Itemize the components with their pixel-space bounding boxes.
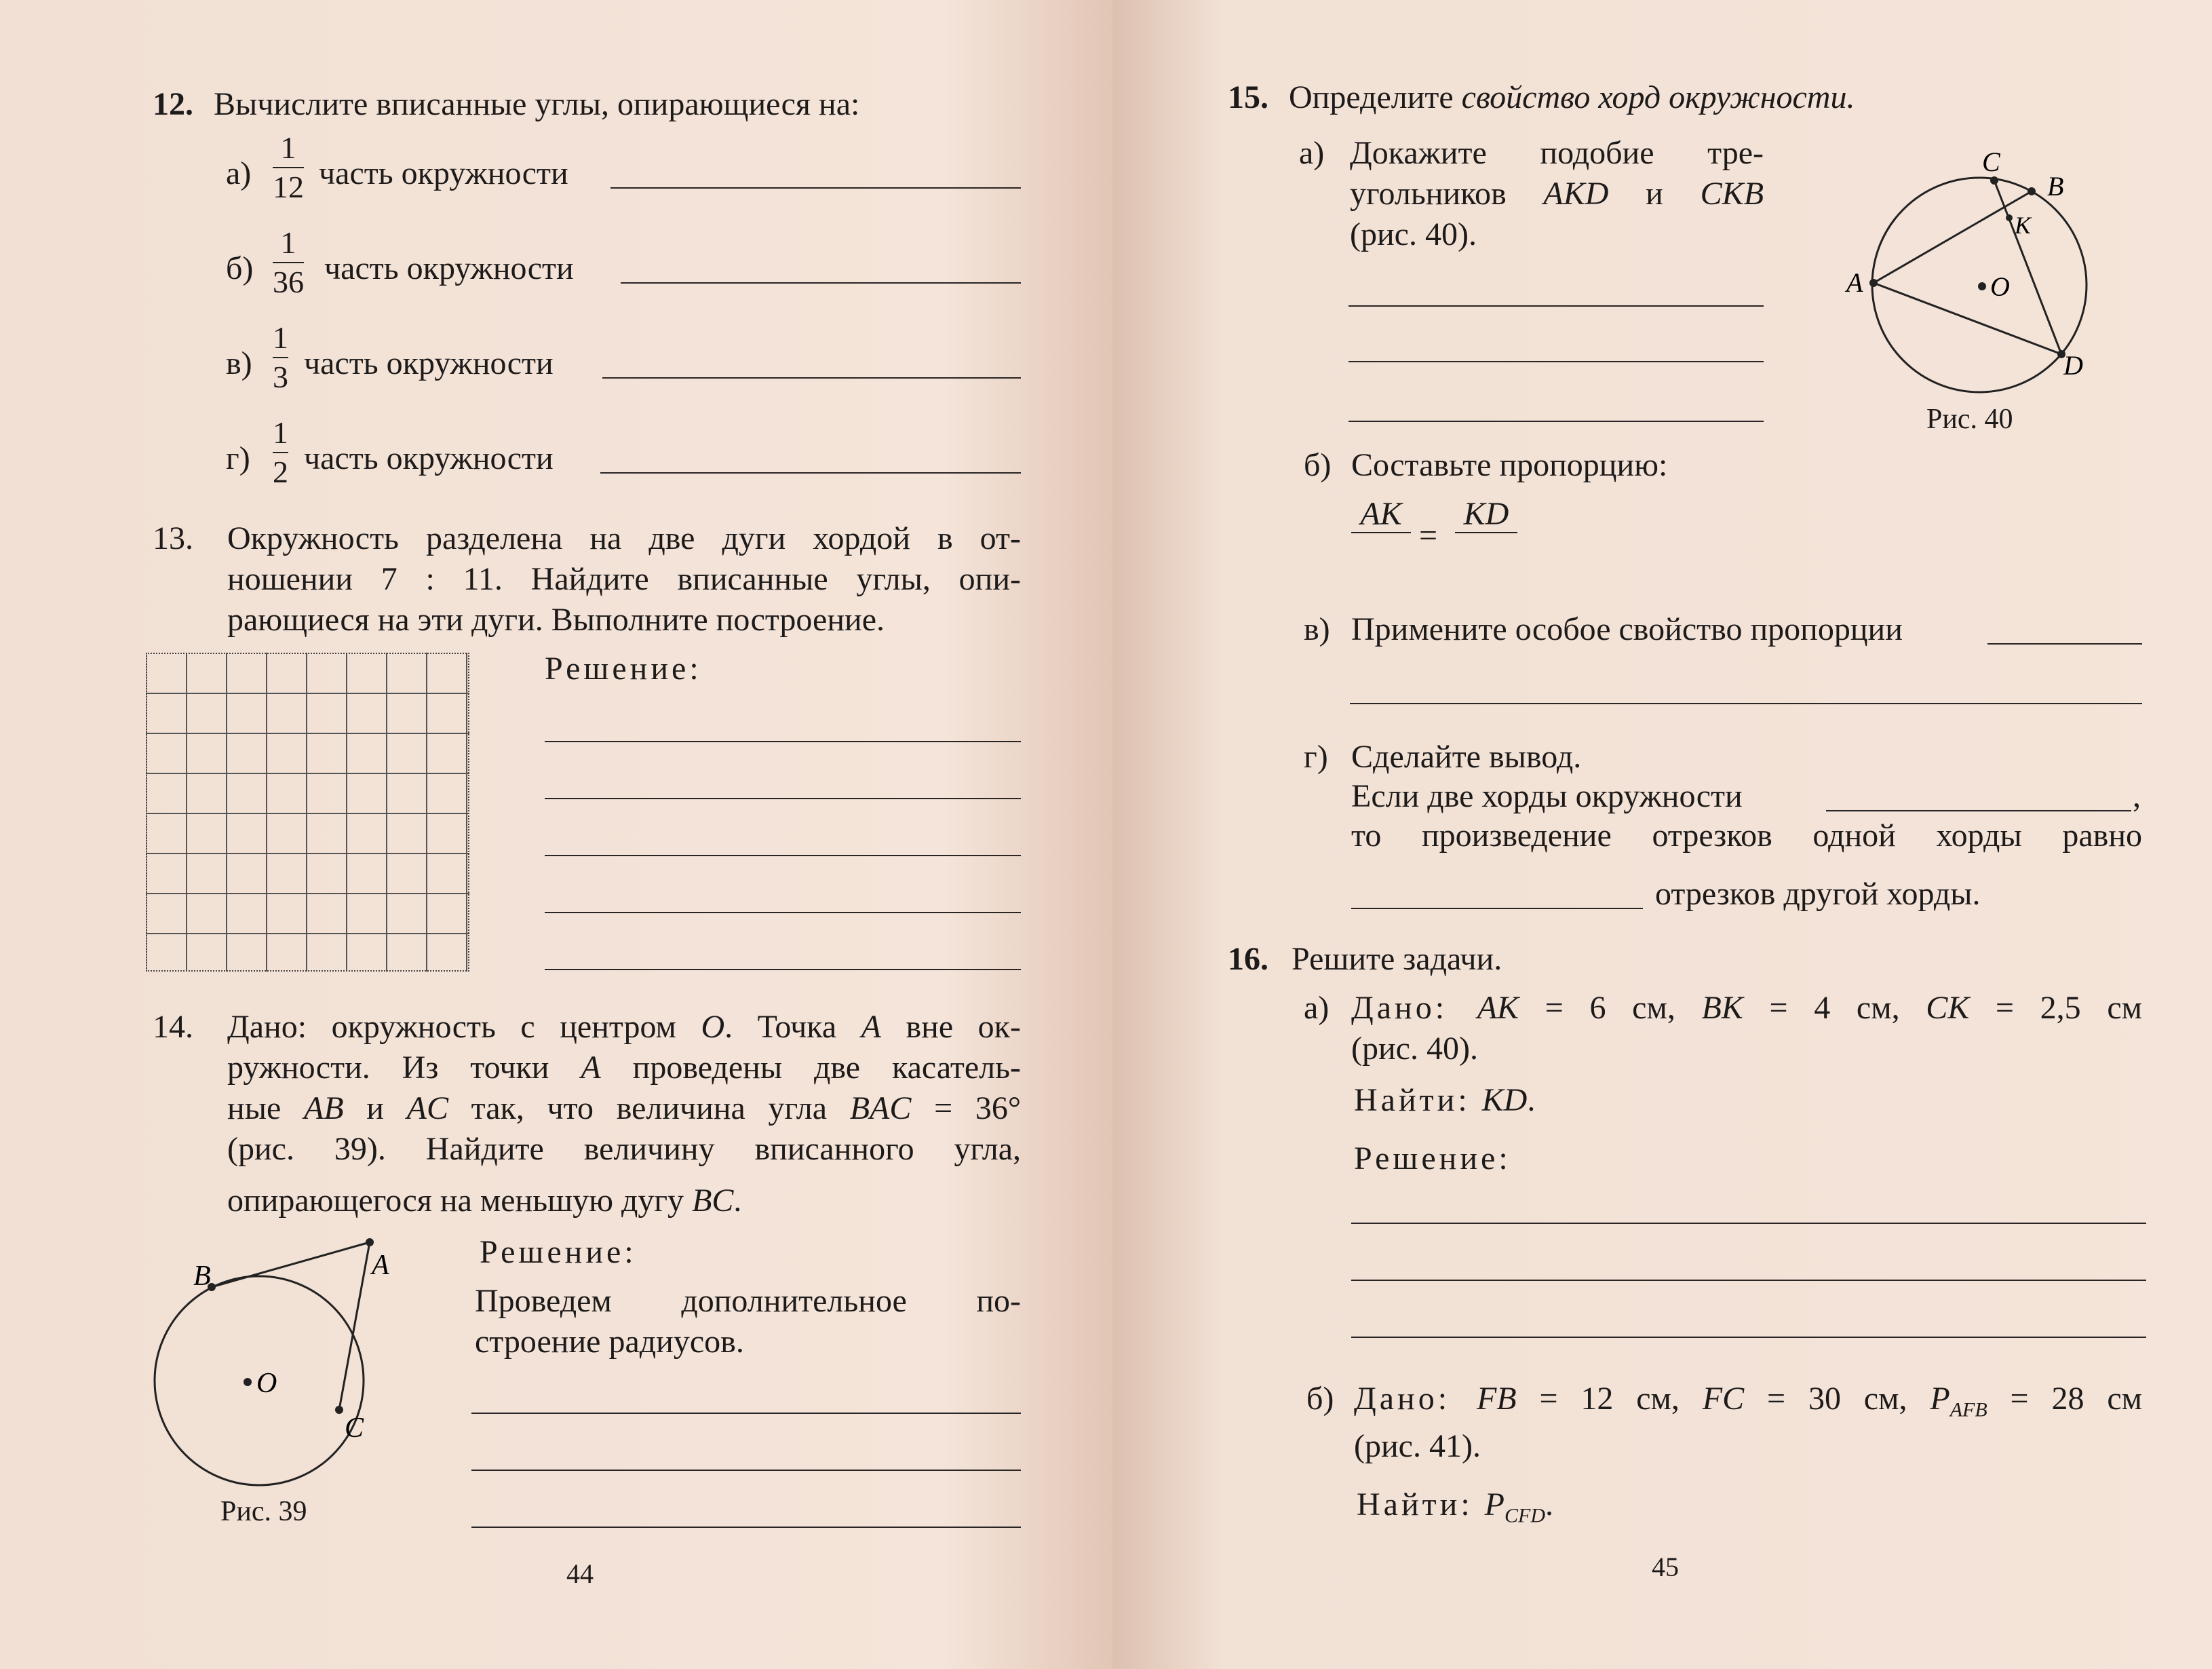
denominator: 36: [273, 265, 304, 299]
point-b: [2027, 187, 2036, 195]
text: угольников: [1350, 176, 1544, 212]
text: проведены две касатель-: [600, 1050, 1021, 1086]
answer-line[interactable]: [1826, 810, 2131, 811]
figure-caption: Рис. 39: [220, 1496, 307, 1527]
var: AB: [303, 1090, 344, 1126]
var: BC: [692, 1183, 734, 1219]
point-c: [1990, 176, 1998, 185]
text: = 12 см,: [1516, 1381, 1703, 1417]
problem-text: Вычислите вписанные углы, опирающиеся на:: [214, 86, 860, 122]
label-b: B: [2047, 171, 2064, 202]
text: Дано:: [1351, 990, 1477, 1026]
problem-16-header: [1228, 939, 1502, 980]
item-letter: г): [226, 440, 250, 476]
var: CKB: [1700, 176, 1764, 212]
label-a: A: [372, 1250, 389, 1281]
var: BAC: [849, 1090, 912, 1126]
numerator: 1: [273, 320, 288, 355]
text: Найти:: [1354, 1082, 1482, 1118]
point-a: [1869, 279, 1878, 287]
solution-label: Решение:: [480, 1234, 637, 1270]
text: Дано:: [1354, 1381, 1477, 1417]
text: и: [1608, 176, 1701, 212]
point-a: [366, 1238, 374, 1246]
text: = 2,5 см: [1969, 990, 2143, 1026]
text: .: [1527, 1082, 1536, 1118]
label-k: K: [2015, 212, 2032, 239]
problem-text-italic: свойство хорд окружности.: [1461, 79, 1855, 115]
text: = 36°: [911, 1090, 1022, 1126]
answer-line[interactable]: [545, 741, 1021, 742]
chord-ad: [1874, 283, 2061, 354]
item-letter: а): [1299, 135, 1325, 171]
label-c: C: [1982, 147, 2000, 177]
label-d: D: [2063, 350, 2083, 381]
point-c: [335, 1406, 343, 1414]
solution-label: Решение:: [545, 651, 702, 687]
given-a: [1351, 988, 2142, 1029]
given-b: [1354, 1379, 2142, 1431]
answer-line[interactable]: [600, 472, 1021, 474]
proportion-equals: =: [1419, 518, 1438, 554]
item-text: часть окружности: [304, 345, 554, 381]
numerator: 1: [280, 130, 296, 165]
numerator: 1: [280, 225, 296, 260]
comma: ,: [2133, 778, 2141, 814]
item-letter: б): [1304, 447, 1332, 483]
denominator: 12: [273, 170, 304, 204]
var: AC: [406, 1090, 448, 1126]
text: ные: [227, 1090, 304, 1126]
page-number: 44: [566, 1558, 594, 1589]
fraction: [273, 130, 304, 205]
text: . Точка: [724, 1009, 861, 1045]
figure-caption: Рис. 40: [1926, 404, 2013, 435]
item-text: часть окружности: [319, 155, 568, 191]
answer-line[interactable]: [545, 798, 1021, 799]
item-text: Докажите подобие тре-: [1350, 135, 1764, 171]
denominator: 2: [273, 455, 288, 489]
figure-40: [1791, 136, 2083, 414]
item-text: (рис. 41).: [1354, 1428, 1481, 1464]
answer-line[interactable]: [1987, 643, 2142, 645]
problem-14-line: [227, 1088, 1021, 1129]
item-text: Сделайте вывод.: [1351, 739, 1582, 775]
find-a: [1354, 1080, 1535, 1121]
text: и: [343, 1090, 407, 1126]
text: так, что величина угла: [448, 1090, 850, 1126]
var: FC: [1702, 1381, 1745, 1417]
problem-text: Определите: [1289, 79, 1462, 115]
var: BK: [1701, 990, 1743, 1026]
fraction: [273, 415, 288, 490]
label-o: O: [256, 1368, 277, 1399]
answer-line[interactable]: [471, 1470, 1021, 1471]
item-text: Составьте пропорцию:: [1351, 447, 1668, 483]
answer-line[interactable]: [1351, 1337, 2146, 1338]
item-letter: б): [1306, 1381, 1334, 1417]
subscript: CFD: [1504, 1504, 1545, 1527]
answer-line[interactable]: [610, 187, 1021, 189]
answer-line[interactable]: [545, 912, 1021, 913]
var: P: [1930, 1381, 1950, 1417]
point-o: [244, 1378, 252, 1386]
proportion-numerator-2: KD: [1455, 497, 1517, 533]
item-letter: а): [1304, 990, 1330, 1026]
var: O: [701, 1009, 725, 1045]
var: P: [1484, 1486, 1505, 1522]
label-b: B: [193, 1261, 211, 1292]
solution-label: Решение:: [1354, 1140, 1511, 1176]
label-c: C: [345, 1413, 364, 1444]
item-text: часть окружности: [304, 440, 554, 476]
var: A: [861, 1009, 881, 1045]
item-letter: в): [1304, 611, 1330, 647]
text: = 30 см,: [1744, 1381, 1930, 1417]
answer-line[interactable]: [471, 1527, 1021, 1528]
fraction: [273, 225, 304, 300]
problem-15-header: [1228, 77, 1855, 118]
denominator: 3: [273, 360, 288, 394]
find-b: [1357, 1484, 1553, 1537]
problem-14-line: [227, 1181, 741, 1221]
item-text: (рис. 40).: [1351, 1031, 1478, 1067]
answer-line[interactable]: [1351, 1223, 2146, 1224]
answer-line[interactable]: [1350, 703, 2142, 704]
var: AK: [1477, 990, 1519, 1026]
dotted-grid[interactable]: [146, 653, 469, 972]
label-o: O: [1990, 271, 2010, 302]
text: опирающегося на меньшую дугу: [227, 1183, 693, 1219]
problem-14-line: [227, 1007, 1021, 1048]
problem-14-line: [227, 1048, 1021, 1088]
text: Найти:: [1357, 1486, 1485, 1522]
problem-14-line: (рис. 39). Найдите величину вписанного угла,: [227, 1131, 1021, 1167]
text: .: [1545, 1486, 1553, 1522]
answer-line[interactable]: [471, 1413, 1021, 1414]
problem-number: 12.: [153, 86, 193, 122]
answer-line[interactable]: [1351, 908, 1643, 909]
problem-number: 15.: [1228, 79, 1268, 115]
text: = 28 см: [1987, 1381, 2143, 1417]
numerator: 1: [273, 415, 288, 450]
subscript: AFB: [1949, 1398, 1987, 1421]
item-text: (рис. 40).: [1350, 216, 1477, 252]
var: FB: [1476, 1381, 1517, 1417]
problem-12-header: [153, 84, 859, 125]
answer-line[interactable]: [545, 855, 1021, 856]
problem-text: Решите задачи.: [1292, 941, 1502, 977]
var: CK: [1926, 990, 1970, 1026]
item-text: часть окружности: [324, 250, 574, 286]
text: = 6 см,: [1519, 990, 1702, 1026]
proportion-numerator-1: AK: [1351, 497, 1411, 533]
answer-line[interactable]: [1351, 1280, 2146, 1281]
text: Дано: окружность с центром: [227, 1009, 701, 1045]
item-text: Если две хорды окружности: [1351, 778, 1743, 814]
answer-line[interactable]: [1348, 305, 1764, 307]
solution-text: Проведем дополнительное по-: [475, 1283, 1021, 1319]
problem-13-line: ношении 7 : 11. Найдите вписанные углы, опи-: [227, 561, 1021, 597]
problem-number: 13.: [153, 520, 193, 556]
solution-text: строение радиусов.: [475, 1324, 744, 1360]
answer-line[interactable]: [1348, 361, 1764, 362]
answer-line[interactable]: [602, 377, 1021, 379]
item-letter: в): [226, 345, 252, 381]
text: ружности. Из точки: [227, 1050, 581, 1086]
page-number: 45: [1652, 1552, 1679, 1582]
answer-line[interactable]: [545, 969, 1021, 970]
chord-ab: [1874, 191, 2032, 283]
text: .: [733, 1183, 742, 1219]
problem-13-line: рающиеся на эти дуги. Выполните построение.: [227, 602, 885, 638]
problem-13-line: Окружность разделена на две дуги хордой в от-: [227, 520, 1021, 556]
problem-number: 14.: [153, 1009, 193, 1045]
item-text: [1350, 174, 1764, 214]
answer-line[interactable]: [621, 282, 1021, 284]
right-page: [1112, 0, 2212, 1669]
text: вне ок-: [880, 1009, 1021, 1045]
var: AKD: [1543, 176, 1609, 212]
answer-line[interactable]: [1348, 421, 1764, 422]
problem-number: 16.: [1228, 941, 1268, 977]
var: KD: [1481, 1082, 1528, 1118]
var: A: [581, 1050, 601, 1086]
item-text: то произведение отрезков одной хорды равно: [1351, 818, 2142, 853]
tangent-ac: [339, 1242, 370, 1410]
item-text: отрезков другой хорды.: [1655, 876, 1981, 912]
item-letter: г): [1304, 739, 1328, 775]
label-a: A: [1846, 267, 1863, 298]
item-text: Примените особое свойство пропорции: [1351, 611, 1903, 647]
item-letter: а): [226, 155, 252, 191]
item-letter: б): [226, 250, 254, 286]
fraction: [273, 320, 288, 395]
text: = 4 см,: [1743, 990, 1926, 1026]
point-k: [2006, 214, 2013, 221]
point-o: [1978, 282, 1986, 290]
